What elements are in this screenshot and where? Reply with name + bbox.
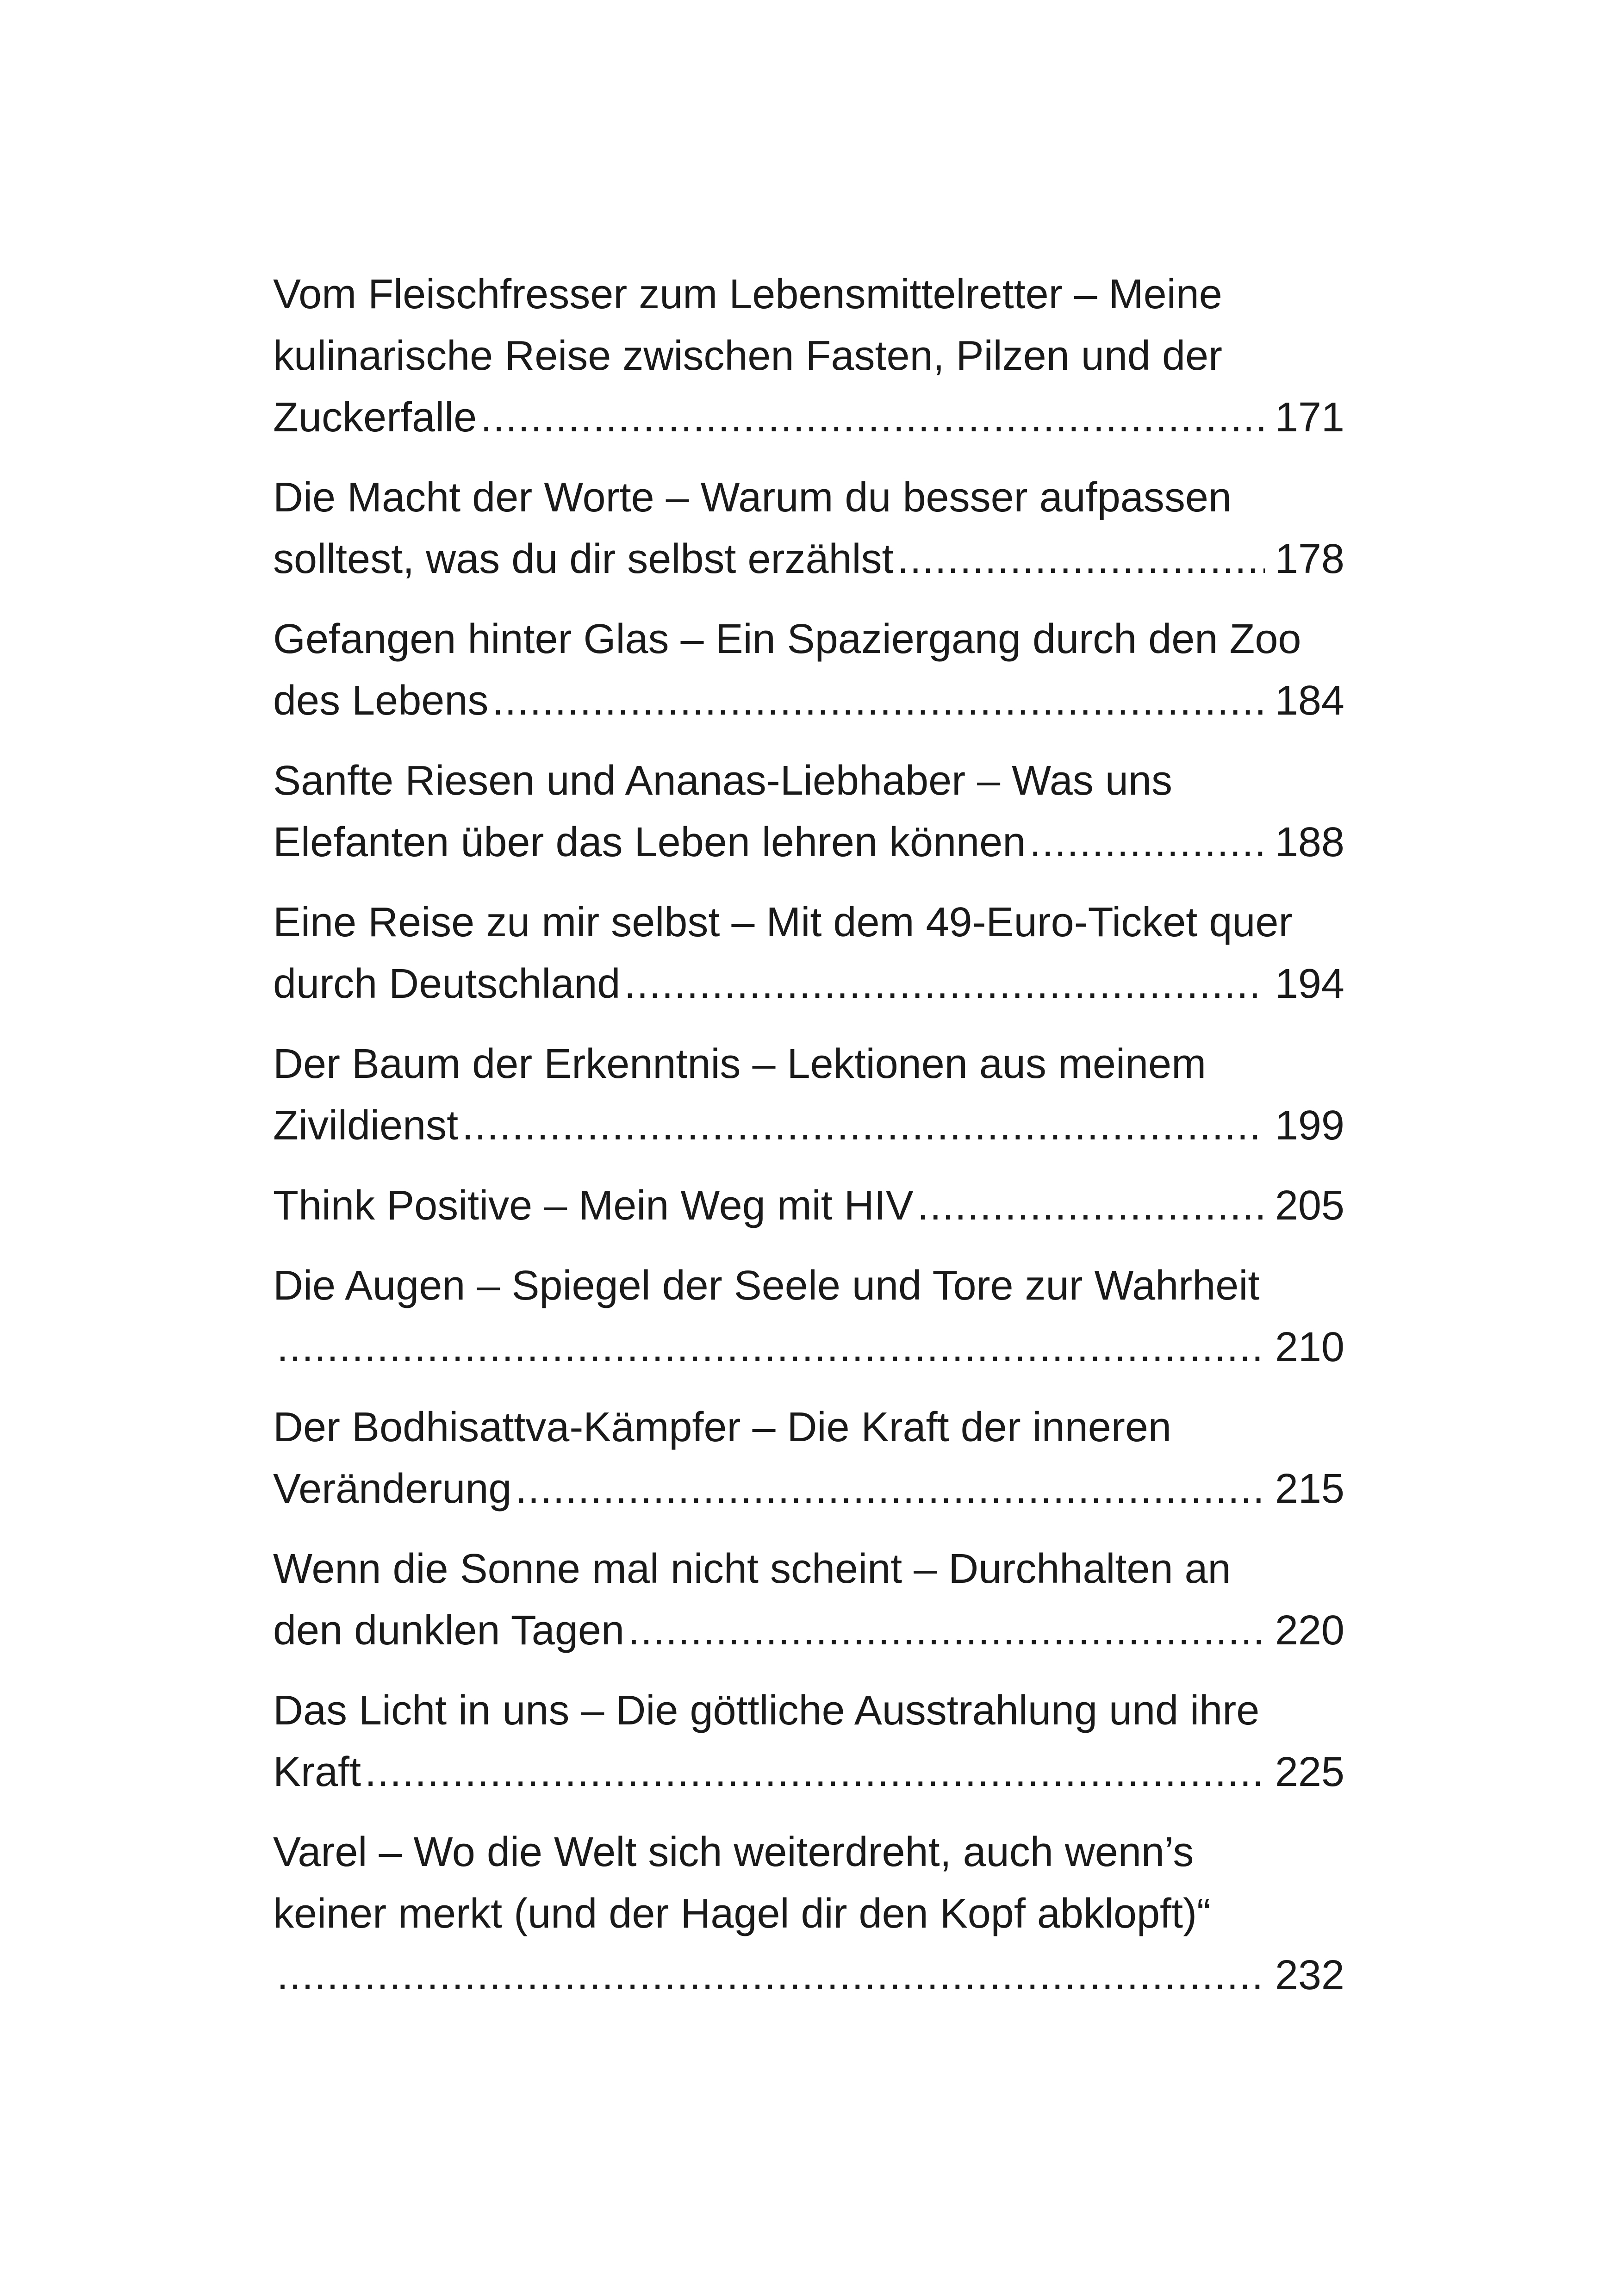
entry-title-line: Gefangen hinter Glas – Ein Spaziergang durch den Zoo	[273, 616, 1301, 662]
entry-leader-line	[273, 1175, 1344, 1237]
table-of-contents	[273, 264, 1344, 2025]
page-number: 194	[1275, 961, 1344, 1007]
entry-title-tail: Zuckerfalle	[273, 394, 477, 441]
entry-title-line: Die Macht der Worte – Warum du besser aufpassen	[273, 474, 1232, 521]
dot-leader	[628, 1600, 1265, 1661]
toc-entry[interactable]	[273, 264, 1344, 448]
page-number: 220	[1275, 1607, 1344, 1654]
entry-leader-line	[273, 529, 1344, 590]
entry-title-tail: solltest, was du dir selbst erzählst	[273, 536, 894, 582]
entry-leader-line	[273, 953, 1344, 1015]
dot-leader	[492, 670, 1264, 732]
toc-entry[interactable]	[273, 1033, 1344, 1157]
entry-leader-line	[273, 1945, 1344, 2006]
entry-title-tail: Elefanten über das Leben lehren können	[273, 819, 1026, 865]
toc-entry[interactable]	[273, 750, 1344, 873]
entry-title-line: Sanfte Riesen und Ananas-Liebhaber – Was uns	[273, 758, 1172, 804]
entry-title-tail: Kraft	[273, 1749, 361, 1795]
dot-leader	[462, 1095, 1265, 1157]
entry-leader-line	[273, 1317, 1344, 1378]
entry-leader-line	[273, 812, 1344, 873]
entry-title-tail: des Lebens	[273, 678, 489, 724]
page-number: 205	[1275, 1182, 1344, 1229]
page-number: 171	[1275, 394, 1344, 441]
toc-entry[interactable]	[273, 1397, 1344, 1520]
entry-leader-line	[273, 1742, 1344, 1803]
page-number: 184	[1275, 678, 1344, 724]
dot-leader	[480, 387, 1265, 448]
dot-leader	[365, 1742, 1265, 1803]
dot-leader	[277, 1945, 1265, 2006]
page-number: 199	[1275, 1102, 1344, 1149]
dot-leader	[1029, 812, 1265, 873]
entry-title-line: Das Licht in uns – Die göttliche Ausstrahlung und ihre	[273, 1687, 1260, 1734]
dot-leader	[624, 953, 1264, 1015]
entry-title-line: keiner merkt (und der Hagel dir den Kopf abklopft)“	[273, 1891, 1211, 1937]
page-number: 178	[1275, 536, 1344, 582]
dot-leader	[515, 1458, 1264, 1520]
page-number: 232	[1275, 1952, 1344, 1998]
page-number: 188	[1275, 819, 1344, 865]
entry-title-line: Die Augen – Spiegel der Seele und Tore zur Wahrheit	[273, 1263, 1260, 1309]
entry-leader-line	[273, 1458, 1344, 1520]
entry-title-line: Varel – Wo die Welt sich weiterdreht, auch wenn’s	[273, 1829, 1194, 1875]
dot-leader	[277, 1317, 1265, 1378]
entry-title-tail: Veränderung	[273, 1466, 512, 1512]
dot-leader	[917, 1175, 1265, 1237]
dot-leader	[897, 529, 1265, 590]
entry-title-line: Wenn die Sonne mal nicht scheint – Durchhalten an	[273, 1546, 1231, 1592]
entry-title-tail: den dunklen Tagen	[273, 1607, 625, 1654]
page-number: 210	[1275, 1324, 1344, 1370]
toc-entry[interactable]	[273, 1538, 1344, 1661]
toc-entry[interactable]	[273, 1255, 1344, 1378]
toc-entry[interactable]	[273, 1175, 1344, 1237]
entry-title-line: kulinarische Reise zwischen Fasten, Pilzen und der	[273, 333, 1223, 379]
entry-leader-line	[273, 387, 1344, 448]
toc-entry[interactable]	[273, 1680, 1344, 1803]
entry-title-tail: durch Deutschland	[273, 961, 621, 1007]
page-number: 215	[1275, 1466, 1344, 1512]
toc-entry[interactable]	[273, 467, 1344, 590]
entry-title-line: Eine Reise zu mir selbst – Mit dem 49-Euro-Ticket quer	[273, 899, 1293, 946]
toc-entry[interactable]	[273, 1822, 1344, 2006]
entry-leader-line	[273, 670, 1344, 732]
entry-leader-line	[273, 1095, 1344, 1157]
toc-entry[interactable]	[273, 609, 1344, 732]
entry-leader-line	[273, 1600, 1344, 1661]
entry-title-line: Der Baum der Erkenntnis – Lektionen aus meinem	[273, 1041, 1207, 1087]
toc-entry[interactable]	[273, 892, 1344, 1015]
entry-title-line: Der Bodhisattva-Kämpfer – Die Kraft der inneren	[273, 1404, 1171, 1450]
page-number: 225	[1275, 1749, 1344, 1795]
entry-title-tail: Zivildienst	[273, 1102, 459, 1149]
entry-title-line: Vom Fleischfresser zum Lebensmittelretter – Meine	[273, 271, 1222, 317]
entry-title-tail: Think Positive – Mein Weg mit HIV	[273, 1182, 914, 1229]
